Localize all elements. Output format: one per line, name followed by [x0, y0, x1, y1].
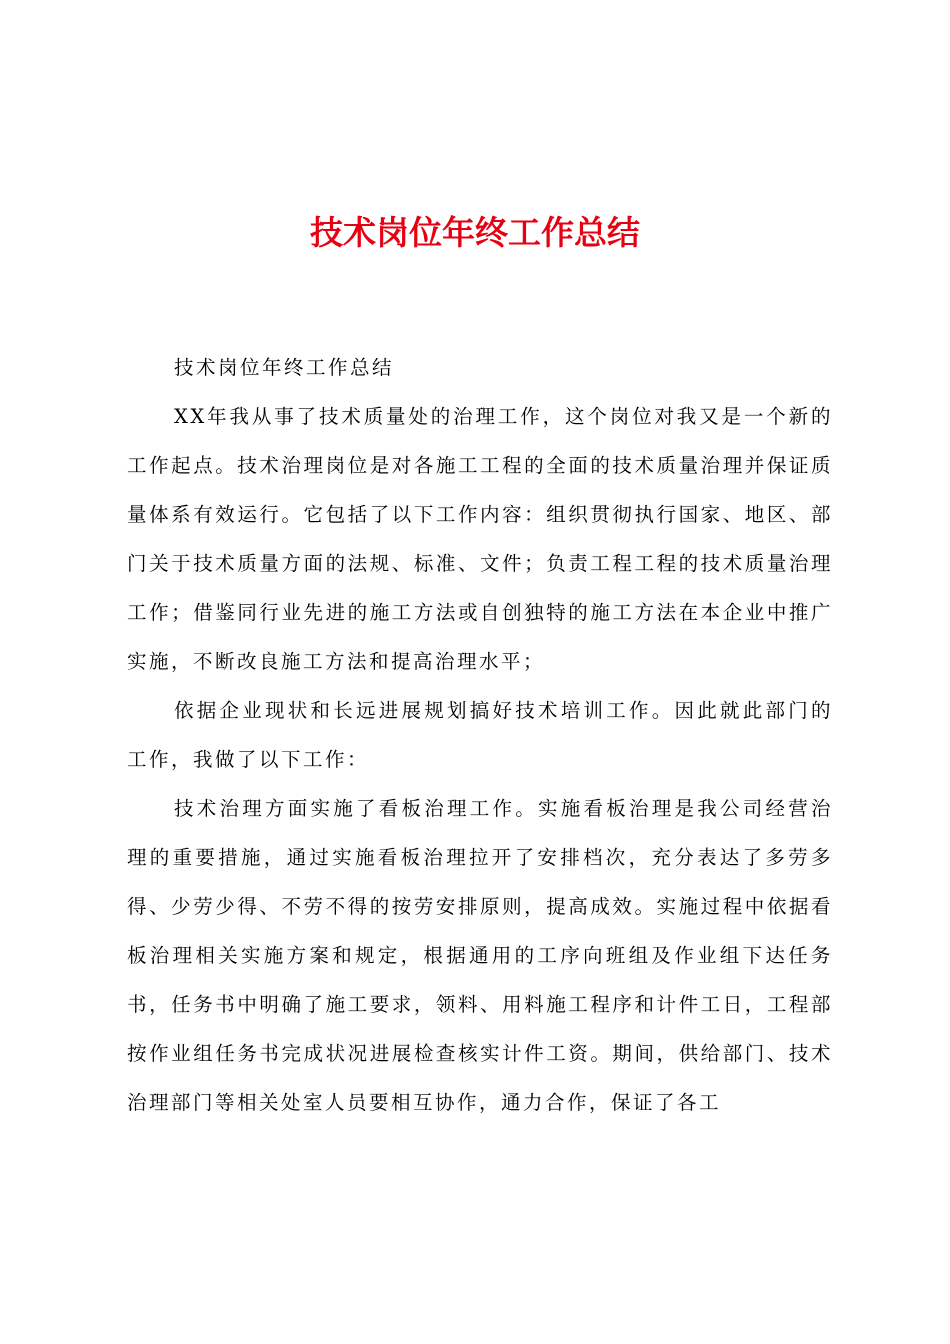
- paragraph-2: 依据企业现状和长远进展规划搞好技术培训工作。因此就此部门的工作，我做了以下工作：: [127, 699, 833, 771]
- document-title: 技术岗位年终工作总结: [310, 213, 640, 252]
- document-body: [127, 343, 833, 1127]
- paragraph-3: 技术治理方面实施了看板治理工作。实施看板治理是我公司经营治理的重要措施，通过实施看板治理拉开了安排档次，充分表达了多劳多得、少劳少得、不劳不得的按劳安排原则，提高成效。实施过程中依据看板治理相关实施方案和规定，根据通用的工序向班组及作业组下达任务书，任务书中明确了施工要求，领料、用料施工程序和计件工日，工程部按作业组任务书完成状况进展检查核实计件工资。期间，供给部门、技术治理部门等相关处室人员要相互协作，通力合作，保证了各工: [127, 797, 833, 1114]
- paragraph-subtitle: 技术岗位年终工作总结: [174, 356, 395, 379]
- paragraph-1: XX年我从事了技术质量处的治理工作，这个岗位对我又是一个新的工作起点。技术治理岗位是对各施工工程的全面的技术质量治理并保证质量体系有效运行。它包括了以下工作内容：组织贯彻执行国家、地区、部门关于技术质量方面的法规、标准、文件；负责工程工程的技术质量治理工作；借鉴同行业先进的施工方法或自创独特的施工方法在本企业中推广实施，不断改良施工方法和提高治理水平；: [127, 405, 833, 673]
